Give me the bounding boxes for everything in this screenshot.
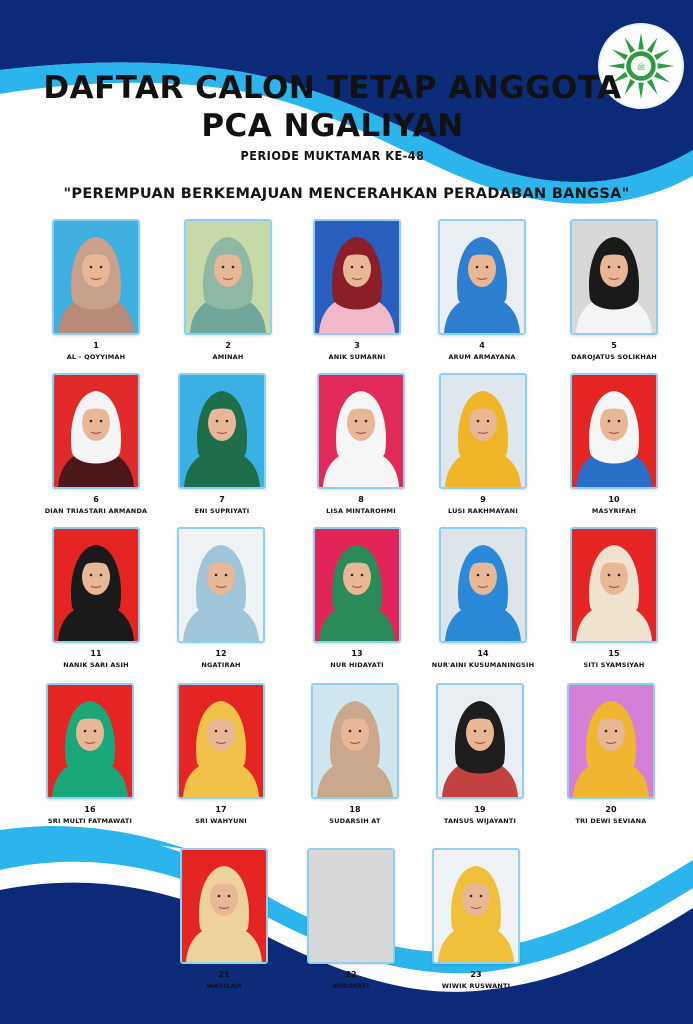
candidate-photo	[439, 527, 527, 643]
page-title-line1: DAFTAR CALON TETAP ANGGOTA	[43, 70, 622, 106]
candidate-photo	[439, 373, 527, 489]
candidate-number: 14	[477, 649, 489, 658]
candidate-photo	[432, 848, 520, 964]
candidate-name: NANIK SARI ASIH	[63, 661, 129, 669]
candidate-card	[559, 219, 669, 362]
candidate-number: 4	[479, 341, 485, 350]
candidate-photo	[436, 683, 524, 799]
candidate-number: 21	[218, 970, 230, 979]
candidate-number: 15	[608, 649, 620, 658]
candidate-photo	[570, 373, 658, 489]
candidate-number: 9	[480, 495, 486, 504]
candidate-name: SRI WAHYUNI	[195, 817, 247, 825]
candidate-card	[296, 848, 406, 991]
candidate-number: 2	[225, 341, 231, 350]
candidate-photo	[52, 219, 140, 335]
candidate-card	[425, 683, 535, 826]
candidate-card	[41, 219, 151, 362]
candidate-number: 10	[608, 495, 620, 504]
candidate-name: TRI DEWI SEVIANA	[575, 817, 647, 825]
candidate-name: AMINAH	[212, 353, 244, 361]
candidate-name: AL - QOYYIMAH	[66, 353, 126, 361]
candidate-card	[559, 373, 669, 516]
candidate-number: 3	[354, 341, 360, 350]
candidate-name: ANIK SUMARNI	[328, 353, 386, 361]
candidate-photo	[177, 527, 265, 643]
candidate-number: 16	[84, 805, 96, 814]
candidate-name: SRI MULTI FATMAWATI	[47, 817, 133, 825]
candidate-photo	[570, 219, 658, 335]
candidate-photo	[567, 683, 655, 799]
candidate-photo	[313, 527, 401, 643]
candidate-photo	[438, 219, 526, 335]
candidate-photo	[52, 373, 140, 489]
candidate-photo	[313, 219, 401, 335]
candidate-name: NGATIRAH	[201, 661, 241, 669]
candidate-card	[302, 219, 412, 362]
candidate-card	[302, 527, 412, 670]
candidate-card	[300, 683, 410, 826]
candidate-name: MASYRIFAH	[591, 507, 637, 515]
candidate-photo	[184, 219, 272, 335]
candidate-photo	[317, 373, 405, 489]
candidate-photo	[46, 683, 134, 799]
candidate-card	[428, 373, 538, 516]
candidate-card	[427, 219, 537, 362]
candidate-card	[35, 683, 145, 826]
candidate-name: ARUM ARMAYANA	[448, 353, 516, 361]
candidate-card	[167, 373, 277, 516]
candidate-name: SITI SYAMSIYAH	[583, 661, 645, 669]
candidate-photo	[307, 848, 395, 964]
candidate-name: ENI SUPRIYATI	[194, 507, 250, 515]
candidate-name: LISA MINTAROHMI	[326, 507, 396, 515]
candidate-photo	[570, 527, 658, 643]
candidate-card	[166, 527, 276, 670]
candidate-card	[169, 848, 279, 991]
candidate-number: 19	[474, 805, 486, 814]
slogan: "PEREMPUAN BERKEMAJUAN MENCERAHKAN PERADABAN BANGSA"	[63, 186, 630, 202]
candidate-number: 22	[345, 970, 357, 979]
candidate-photo	[177, 683, 265, 799]
candidate-name: NUR HIDAYATI	[330, 661, 384, 669]
candidate-name: WASILAH	[206, 982, 242, 990]
candidate-card	[306, 373, 416, 516]
candidate-card	[173, 219, 283, 362]
candidate-name: WIWIK RUSWANTI	[441, 982, 511, 990]
candidate-number: 7	[219, 495, 225, 504]
candidate-number: 8	[358, 495, 364, 504]
candidate-number: 12	[215, 649, 227, 658]
candidate-name: DAROJATUS SOLIKHAH	[571, 353, 657, 361]
candidate-card	[556, 683, 666, 826]
page-subtitle: PERIODE MUKTAMAR KE-48	[240, 148, 425, 163]
candidate-name: WIDAYATI	[332, 982, 370, 990]
candidate-number: 18	[349, 805, 361, 814]
candidate-number: 6	[93, 495, 99, 504]
candidate-number: 13	[351, 649, 363, 658]
candidate-name: NUR'AINI KUSUMANINGSIH	[431, 661, 535, 669]
candidate-photo	[180, 848, 268, 964]
candidate-number: 17	[215, 805, 227, 814]
candidate-photo	[178, 373, 266, 489]
candidate-card	[559, 527, 669, 670]
candidate-name: SUDARSIH AT	[329, 817, 381, 825]
candidate-photo	[52, 527, 140, 643]
candidate-card	[421, 848, 531, 991]
candidate-card	[41, 527, 151, 670]
candidate-card	[41, 373, 151, 516]
candidate-number: 20	[605, 805, 617, 814]
candidate-name: TANSUS WIJAYANTI	[443, 817, 517, 825]
candidate-card	[428, 527, 538, 670]
candidate-card	[166, 683, 276, 826]
page-title-line2: PCA NGALIYAN	[201, 108, 464, 144]
candidate-number: 23	[470, 970, 482, 979]
candidate-name: DIAN TRIASTARI ARMANDA	[44, 507, 148, 515]
candidate-name: LUSI RAKHMAYANI	[448, 507, 518, 515]
candidate-number: 1	[93, 341, 99, 350]
candidate-number: 11	[90, 649, 102, 658]
svg-text:ﷺ: ﷺ	[636, 62, 646, 72]
candidate-number: 5	[611, 341, 617, 350]
candidate-photo	[311, 683, 399, 799]
